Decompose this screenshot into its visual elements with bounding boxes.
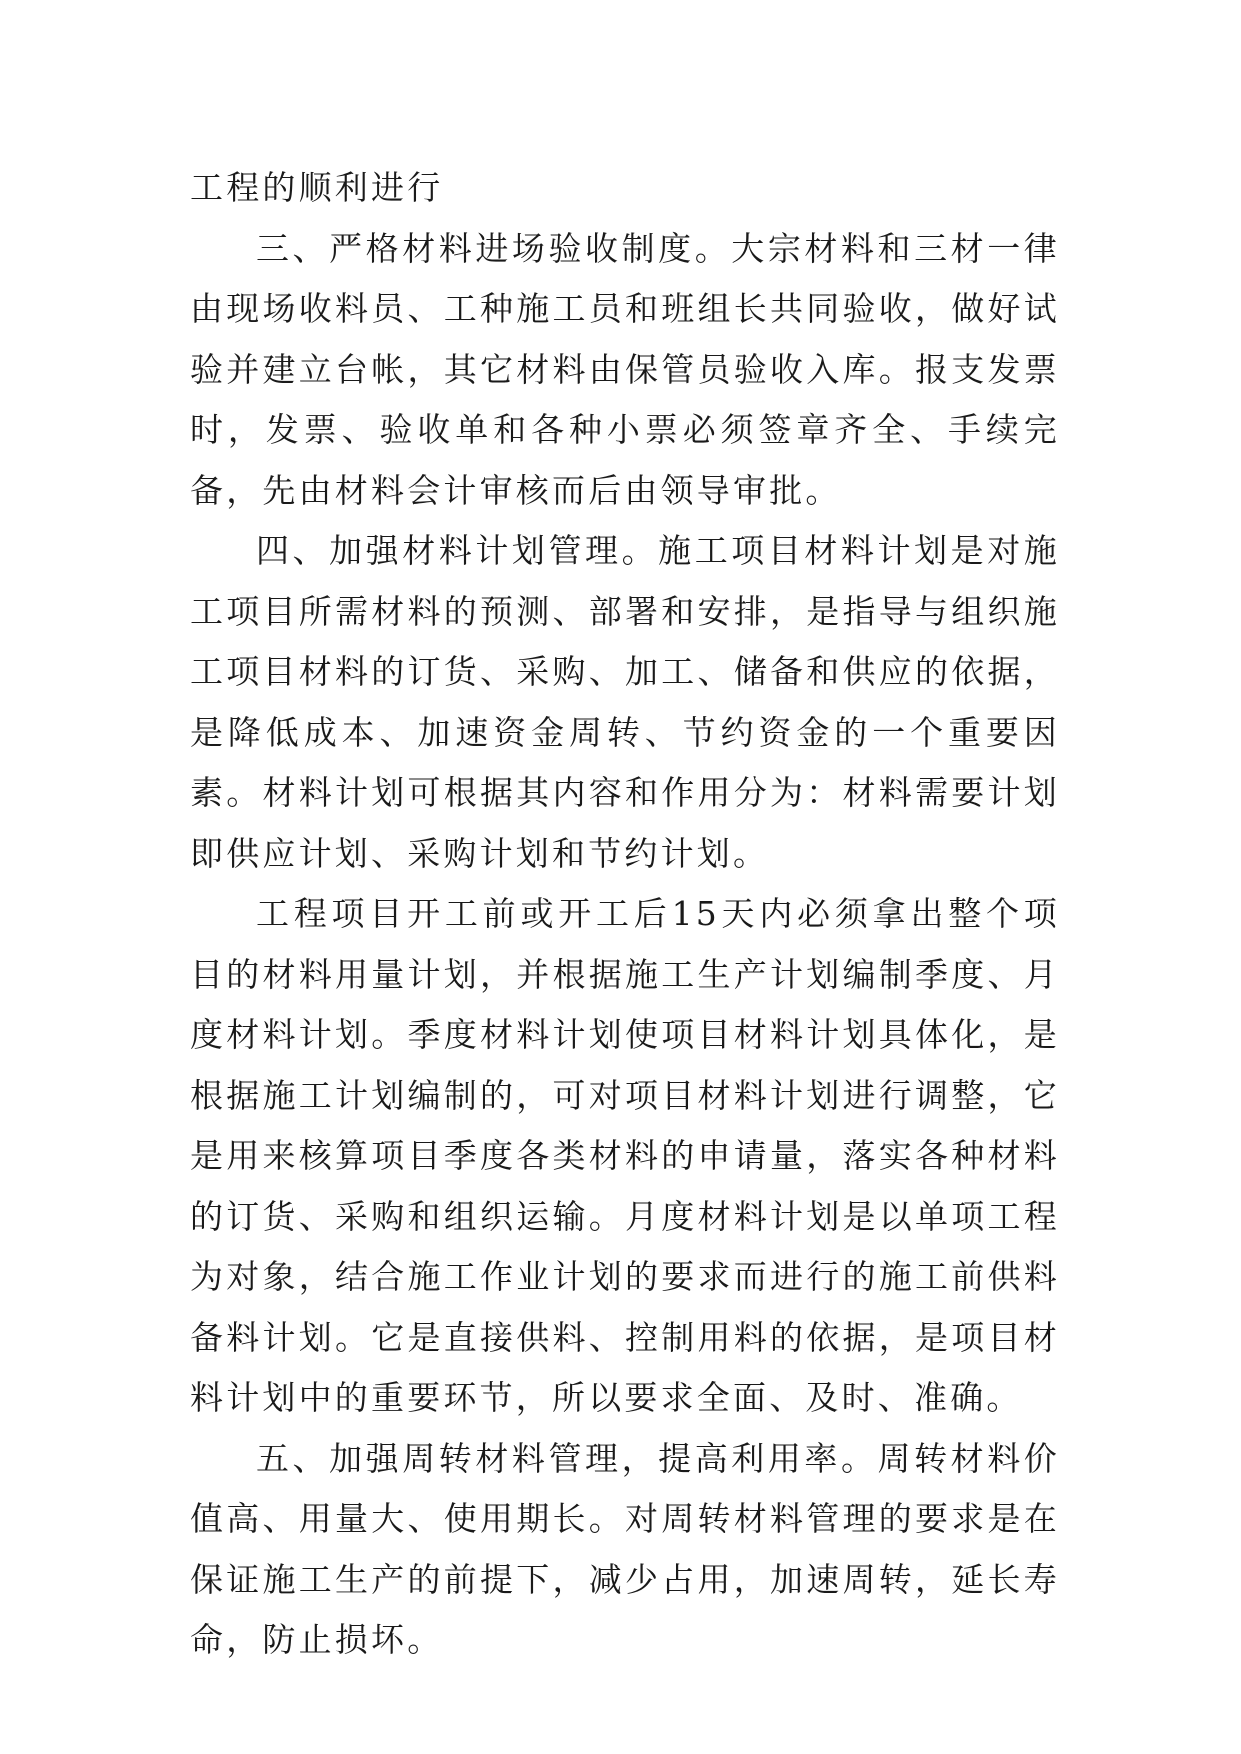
document-body <box>190 158 1060 1671</box>
paragraph-turnover-materials: 五、加强周转材料管理，提高利用率。周转材料价值高、用量大、使用期长。对周转材料管理的要求是在保证施工生产的前提下，减少占用，加速周转，延长寿命，防止损坏。 <box>190 1438 1060 1659</box>
paragraph-material-acceptance: 三、严格材料进场验收制度。大宗材料和三材一律由现场收料员、工种施工员和班组长共同验收，做好试验并建立台帐，其它材料由保管员验收入库。报支发票时，发票、验收单和各种小票必须签章齐全、手续完备，先由材料会计审核而后由领导审批。 <box>190 228 1060 510</box>
paragraph-project-material-plan: 工程项目开工前或开工后15天内必须拿出整个项目的材料用量计划，并根据施工生产计划编制季度、月度材料计划。季度材料计划使项目材料计划具体化，是根据施工计划编制的，可对项目材料计划进行调整，它是用来核算项目季度各类材料的申请量，落实各种材料的订货、采购和组织运输。月度材料计划是以单项工程为对象，结合施工作业计划的要求而进行的施工前供料备料计划。它是直接供料、控制用料的依据，是项目材料计划中的重要环节，所以要求全面、及时、准确。 <box>190 894 1060 1417</box>
paragraph-material-planning: 四、加强材料计划管理。施工项目材料计划是对施工项目所需材料的预测、部署和安排，是指导与组织施工项目材料的订货、采购、加工、储备和供应的依据，是降低成本、加速资金周转、节约资金的一个重要因素。材料计划可根据其内容和作用分为：材料需要计划即供应计划、采购计划和节约计划。 <box>190 531 1060 873</box>
paragraph-continuation: 工程的顺利进行 <box>190 168 444 207</box>
